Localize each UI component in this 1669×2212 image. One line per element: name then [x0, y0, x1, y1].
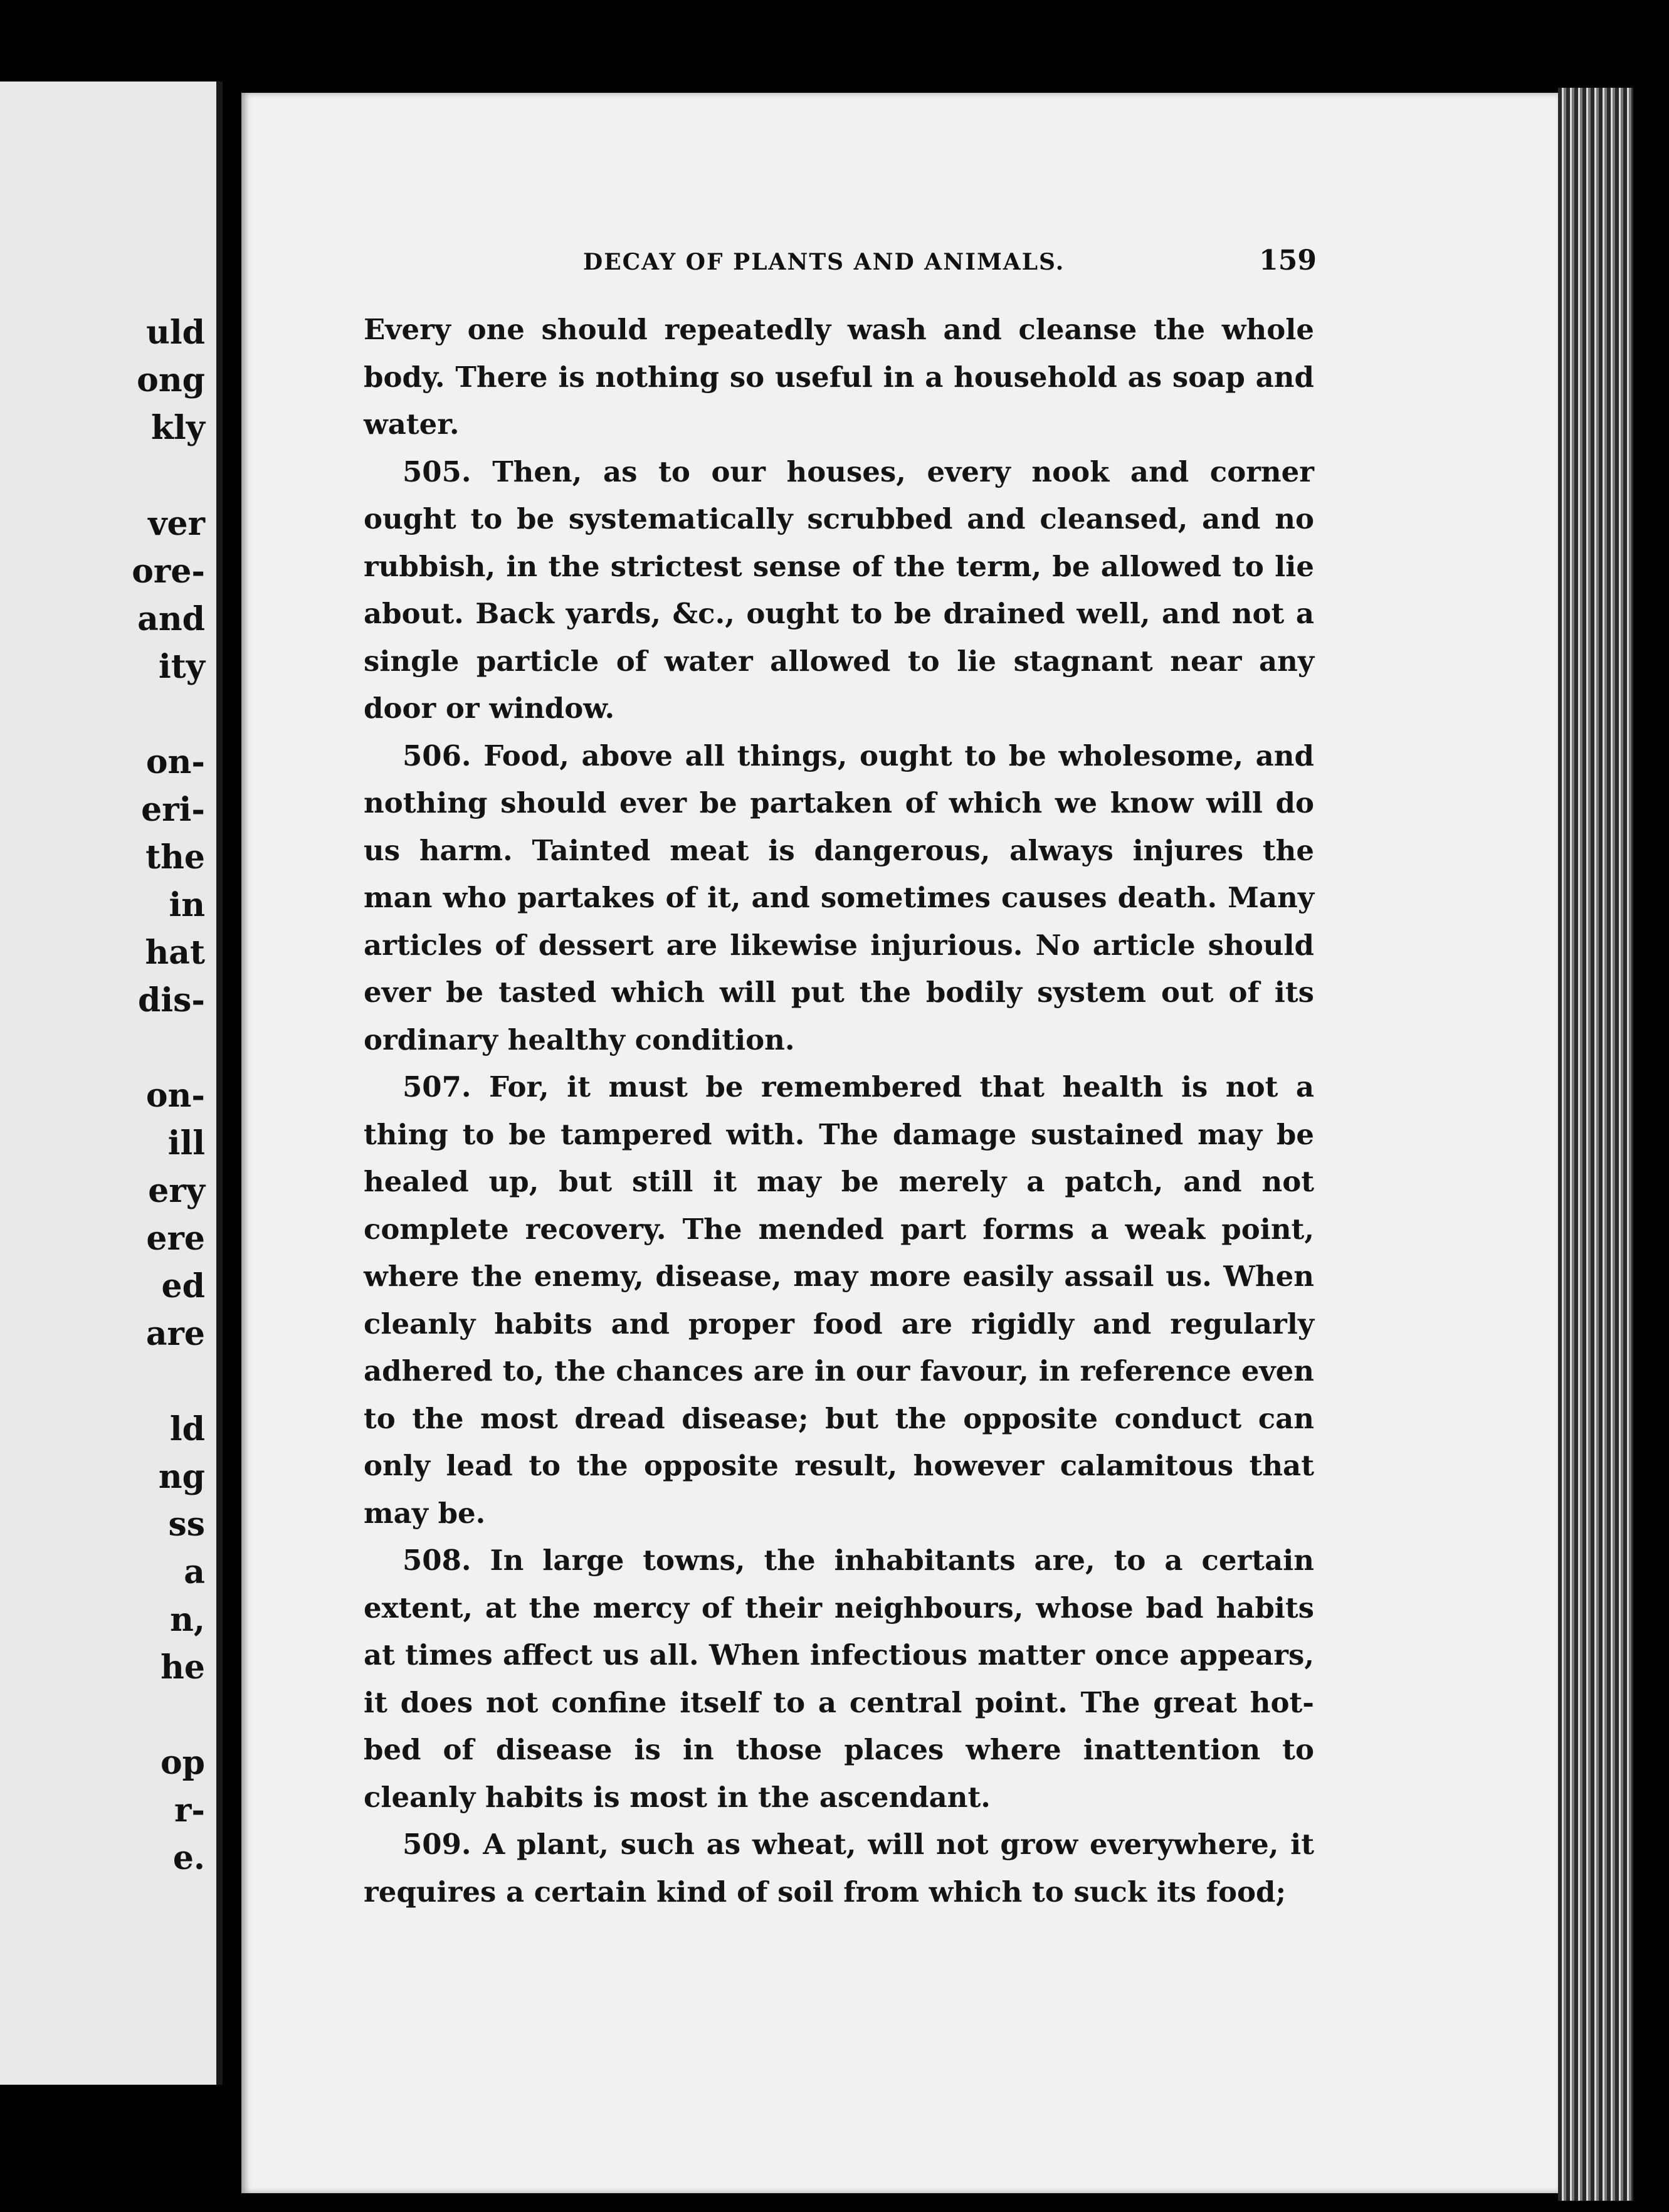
left-page-fragment: ere — [146, 1219, 205, 1258]
left-page-fragment: ong — [137, 361, 205, 399]
page-fore-edge — [1558, 88, 1633, 2201]
running-header — [345, 245, 1317, 276]
left-page-fragment: n, — [170, 1601, 205, 1639]
paragraph: Every one should repeatedly wash and cleanse the whole body. There is nothing so useful in a household as soap and water. — [364, 313, 1314, 441]
left-page-fragment: e. — [172, 1839, 205, 1877]
left-page-fragment: op — [160, 1744, 205, 1782]
left-page-fragment: ity — [159, 648, 205, 686]
left-page-fragment: on- — [145, 743, 205, 781]
left-page-fragment: ng — [158, 1458, 205, 1496]
left-page-fragment: and — [137, 600, 205, 638]
left-page-fragment: ill — [167, 1124, 205, 1162]
left-page-fragment: in — [169, 886, 205, 924]
body-text — [364, 306, 1314, 1915]
left-page-fragment: hat — [145, 934, 205, 972]
left-page-fragment: eri- — [141, 791, 205, 829]
left-page-fragment: ed — [161, 1267, 205, 1305]
left-page-fragment: ery — [148, 1172, 205, 1210]
paragraph-508: 508. In large towns, the inhabitants are, to a certain extent, at the mercy of their neighbours, whose bad habits at times affect us all. When infectious matter once appears, it does not confine itself to a central point. The great hot-bed of disease is in those places where inattention to cleanly habits is most in the ascendant. — [364, 1544, 1314, 1814]
paragraph-509: 509. A plant, such as wheat, will not grow everywhere, it requires a certain kind of soil from which to suck its food; — [364, 1828, 1314, 1909]
left-page-fragment: he — [161, 1648, 205, 1687]
left-page-fragment: on- — [145, 1077, 205, 1115]
paragraph-507: 507. For, it must be remembered that health is not a thing to be tampered with. The damage sustained may be healed up, but still it may be merely a patch, and not complete recovery. The mended part forms a weak point, where the enemy, disease, may more easily assail us. When cleanly habits and proper food are rigidly and regularly adhered to, the chances are in our favour, in reference even to the most dread disease; but the opposite conduct can only lead to the opposite result, however calamitous that may be. — [364, 1070, 1314, 1530]
left-page-fragment: kly — [151, 409, 205, 447]
left-page-fragment: dis- — [138, 981, 205, 1019]
left-page-fragment: the — [145, 838, 205, 877]
left-page-fragment: a — [184, 1553, 205, 1591]
left-page-fragment: ver — [148, 505, 205, 543]
left-page-fragment: uld — [146, 313, 205, 352]
left-page-fragment: are — [145, 1315, 205, 1353]
running-head-title: DECAY OF PLANTS AND ANIMALS. — [583, 249, 1065, 275]
paragraph-506: 506. Food, above all things, ought to be wholesome, and nothing should ever be partaken of which we know will do us harm. Tainted meat is dangerous, always injures the man who partakes of it, and sometimes causes death. Many articles of dessert are likewise injurious. No article should ever be tasted which will put the bodily system out of its ordinary healthy condition. — [364, 739, 1314, 1056]
left-page-edge — [0, 82, 223, 2085]
paragraph-505: 505. Then, as to our houses, every nook and corner ought to be systematically scrubbed and cleansed, and no rubbish, in the strictest sense of the term, be allowed to lie about. Back yards, &c., ought to be drained well, and not a single particle of water allowed to lie stagnant near any door or window. — [364, 455, 1314, 725]
left-page-fragment: ore- — [132, 552, 205, 591]
page-number: 159 — [1259, 245, 1317, 276]
left-page-fragment: ss — [168, 1505, 205, 1544]
left-page-fragment: ld — [169, 1410, 205, 1448]
left-page-fragment: r- — [174, 1791, 205, 1830]
